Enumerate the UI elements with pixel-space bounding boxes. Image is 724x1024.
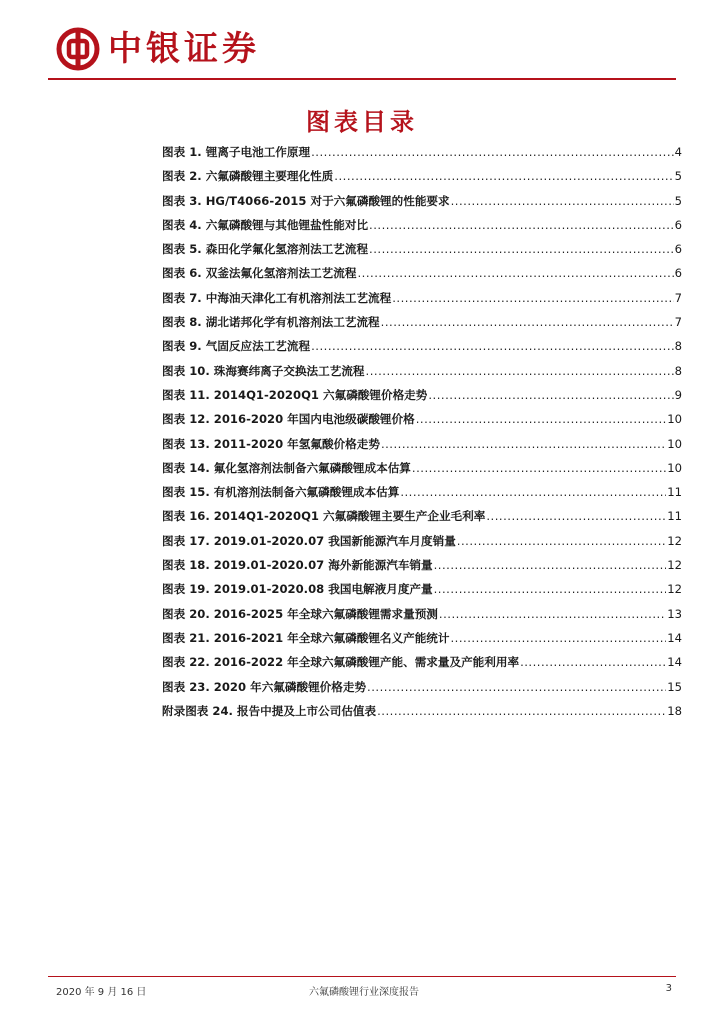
toc-entry-page: 8 (674, 339, 682, 354)
header-divider (48, 78, 676, 80)
toc-leader-dots (457, 534, 666, 548)
toc-entry[interactable] (162, 314, 682, 338)
toc-entry-label: 图表 6. 双釜法氟化氢溶剂法工艺流程 (162, 266, 357, 281)
toc-leader-dots (439, 607, 666, 621)
toc-entry-page: 15 (667, 679, 682, 694)
toc-leader-dots (311, 145, 674, 159)
brand-name: 中银证券 (108, 29, 260, 69)
toc-entry[interactable] (162, 460, 682, 484)
toc-leader-dots (369, 218, 674, 232)
page-title: 图表目录 (306, 108, 418, 136)
toc-leader-dots (311, 339, 674, 353)
toc-entry-page: 6 (674, 266, 682, 281)
toc-entry-label: 图表 16. 2014Q1-2020Q1 六氟磷酸锂主要生产企业毛利率 (162, 509, 486, 524)
toc-entry[interactable] (162, 265, 682, 289)
toc-entry[interactable] (162, 484, 682, 508)
boc-logo-icon (56, 27, 100, 71)
toc-entry[interactable] (162, 508, 682, 532)
toc-entry-label: 图表 5. 森田化学氟化氢溶剂法工艺流程 (162, 242, 369, 257)
toc-entry-label: 图表 20. 2016-2025 年全球六氟磷酸锂需求量预测 (162, 606, 438, 621)
toc-entry[interactable] (162, 217, 682, 241)
footer-page-number: 3 (665, 983, 672, 994)
toc-leader-dots (416, 412, 667, 426)
toc-entry[interactable] (162, 533, 682, 557)
toc-entry-label: 图表 21. 2016-2021 年全球六氟磷酸锂名义产能统计 (162, 630, 450, 645)
toc-entry[interactable] (162, 654, 682, 678)
toc-leader-dots (434, 582, 667, 596)
toc-entry-page: 11 (667, 485, 682, 500)
footer-date: 2020 年 9 月 16 日 (56, 987, 147, 998)
toc-entry-label: 图表 11. 2014Q1-2020Q1 六氟磷酸锂价格走势 (162, 387, 428, 402)
toc-entry-page: 8 (674, 363, 682, 378)
toc-leader-dots (377, 704, 666, 718)
toc-entry[interactable] (162, 144, 682, 168)
toc-entry[interactable] (162, 679, 682, 703)
toc-entry-page: 14 (667, 655, 682, 670)
toc-entry-label: 图表 15. 有机溶剂法制备六氟磷酸锂成本估算 (162, 485, 400, 500)
toc-entry-label: 图表 14. 氟化氢溶剂法制备六氟磷酸锂成本估算 (162, 460, 411, 475)
toc-leader-dots (428, 388, 673, 402)
toc-entry[interactable] (162, 411, 682, 435)
toc-entry[interactable] (162, 581, 682, 605)
toc-leader-dots (451, 194, 674, 208)
toc-entry-page: 4 (674, 145, 682, 159)
toc-leader-dots (520, 655, 666, 669)
toc-entry-label: 图表 10. 珠海赛纬离子交换法工艺流程 (162, 363, 365, 378)
toc-entry-page: 14 (667, 630, 682, 645)
toc-leader-dots (400, 485, 666, 499)
toc-leader-dots (367, 680, 666, 694)
footer-doc-title: 六氟磷酸锂行业深度报告 (309, 987, 419, 998)
toc-entry-label: 图表 12. 2016-2020 年国内电池级碳酸锂价格 (162, 412, 415, 427)
toc-entry-label: 图表 17. 2019.01-2020.07 我国新能源汽车月度销量 (162, 533, 456, 548)
toc-entry-label: 图表 8. 湖北诺邦化学有机溶剂法工艺流程 (162, 315, 380, 330)
toc-entry-page: 18 (667, 703, 682, 718)
header (56, 24, 260, 74)
toc-entry-page: 5 (674, 193, 682, 208)
toc-entry[interactable] (162, 387, 682, 411)
toc-entry[interactable] (162, 241, 682, 265)
table-of-figures (162, 144, 682, 727)
toc-entry-label: 图表 9. 气固反应法工艺流程 (162, 339, 311, 354)
toc-leader-dots (366, 364, 674, 378)
toc-leader-dots (369, 242, 674, 256)
toc-leader-dots (381, 315, 674, 329)
toc-entry-page: 6 (674, 217, 682, 232)
toc-entry-page: 7 (674, 315, 682, 330)
toc-leader-dots (392, 291, 673, 305)
toc-entry-page: 11 (667, 509, 682, 524)
toc-leader-dots (381, 437, 666, 451)
toc-entry-page: 10 (667, 460, 682, 475)
toc-entry[interactable] (162, 630, 682, 654)
toc-entry[interactable] (162, 436, 682, 460)
toc-entry-label: 图表 4. 六氟磷酸锂与其他锂盐性能对比 (162, 217, 369, 232)
toc-entry-page: 12 (667, 533, 682, 548)
toc-entry-label: 图表 19. 2019.01-2020.08 我国电解液月度产量 (162, 582, 433, 597)
toc-leader-dots (434, 558, 667, 572)
toc-entry[interactable] (162, 363, 682, 387)
toc-entry-label: 图表 22. 2016-2022 年全球六氟磷酸锂产能、需求量及产能利用率 (162, 655, 520, 670)
toc-entry-page: 5 (674, 169, 682, 184)
toc-entry-label: 图表 2. 六氟磷酸锂主要理化性质 (162, 169, 334, 184)
toc-leader-dots (486, 509, 666, 523)
toc-entry-page: 7 (674, 290, 682, 305)
toc-entry[interactable] (162, 168, 682, 192)
toc-entry[interactable] (162, 703, 682, 727)
toc-entry-page: 13 (667, 606, 682, 621)
toc-entry[interactable] (162, 557, 682, 581)
footer-divider (48, 976, 676, 977)
toc-entry-page: 12 (667, 558, 682, 573)
toc-leader-dots (334, 169, 673, 183)
toc-entry-page: 6 (674, 242, 682, 257)
toc-entry[interactable] (162, 338, 682, 362)
toc-entry-label: 图表 1. 锂离子电池工作原理 (162, 145, 311, 159)
toc-entry-label: 图表 3. HG/T4066-2015 对于六氟磷酸锂的性能要求 (162, 193, 450, 208)
toc-entry-page: 9 (674, 387, 682, 402)
toc-entry-label: 图表 13. 2011-2020 年氢氟酸价格走势 (162, 436, 380, 451)
toc-leader-dots (412, 461, 666, 475)
toc-entry[interactable] (162, 606, 682, 630)
toc-entry-label: 图表 23. 2020 年六氟磷酸锂价格走势 (162, 679, 367, 694)
toc-leader-dots (357, 266, 673, 280)
toc-entry-label: 图表 18. 2019.01-2020.07 海外新能源汽车销量 (162, 558, 433, 573)
toc-entry-label: 附录图表 24. 报告中提及上市公司估值表 (162, 703, 377, 718)
toc-leader-dots (451, 631, 667, 645)
toc-entry[interactable] (162, 290, 682, 314)
toc-entry-page: 10 (667, 436, 682, 451)
toc-entry[interactable] (162, 193, 682, 217)
toc-entry-page: 10 (667, 412, 682, 427)
toc-entry-label: 图表 7. 中海油天津化工有机溶剂法工艺流程 (162, 290, 392, 305)
toc-entry-page: 12 (667, 582, 682, 597)
